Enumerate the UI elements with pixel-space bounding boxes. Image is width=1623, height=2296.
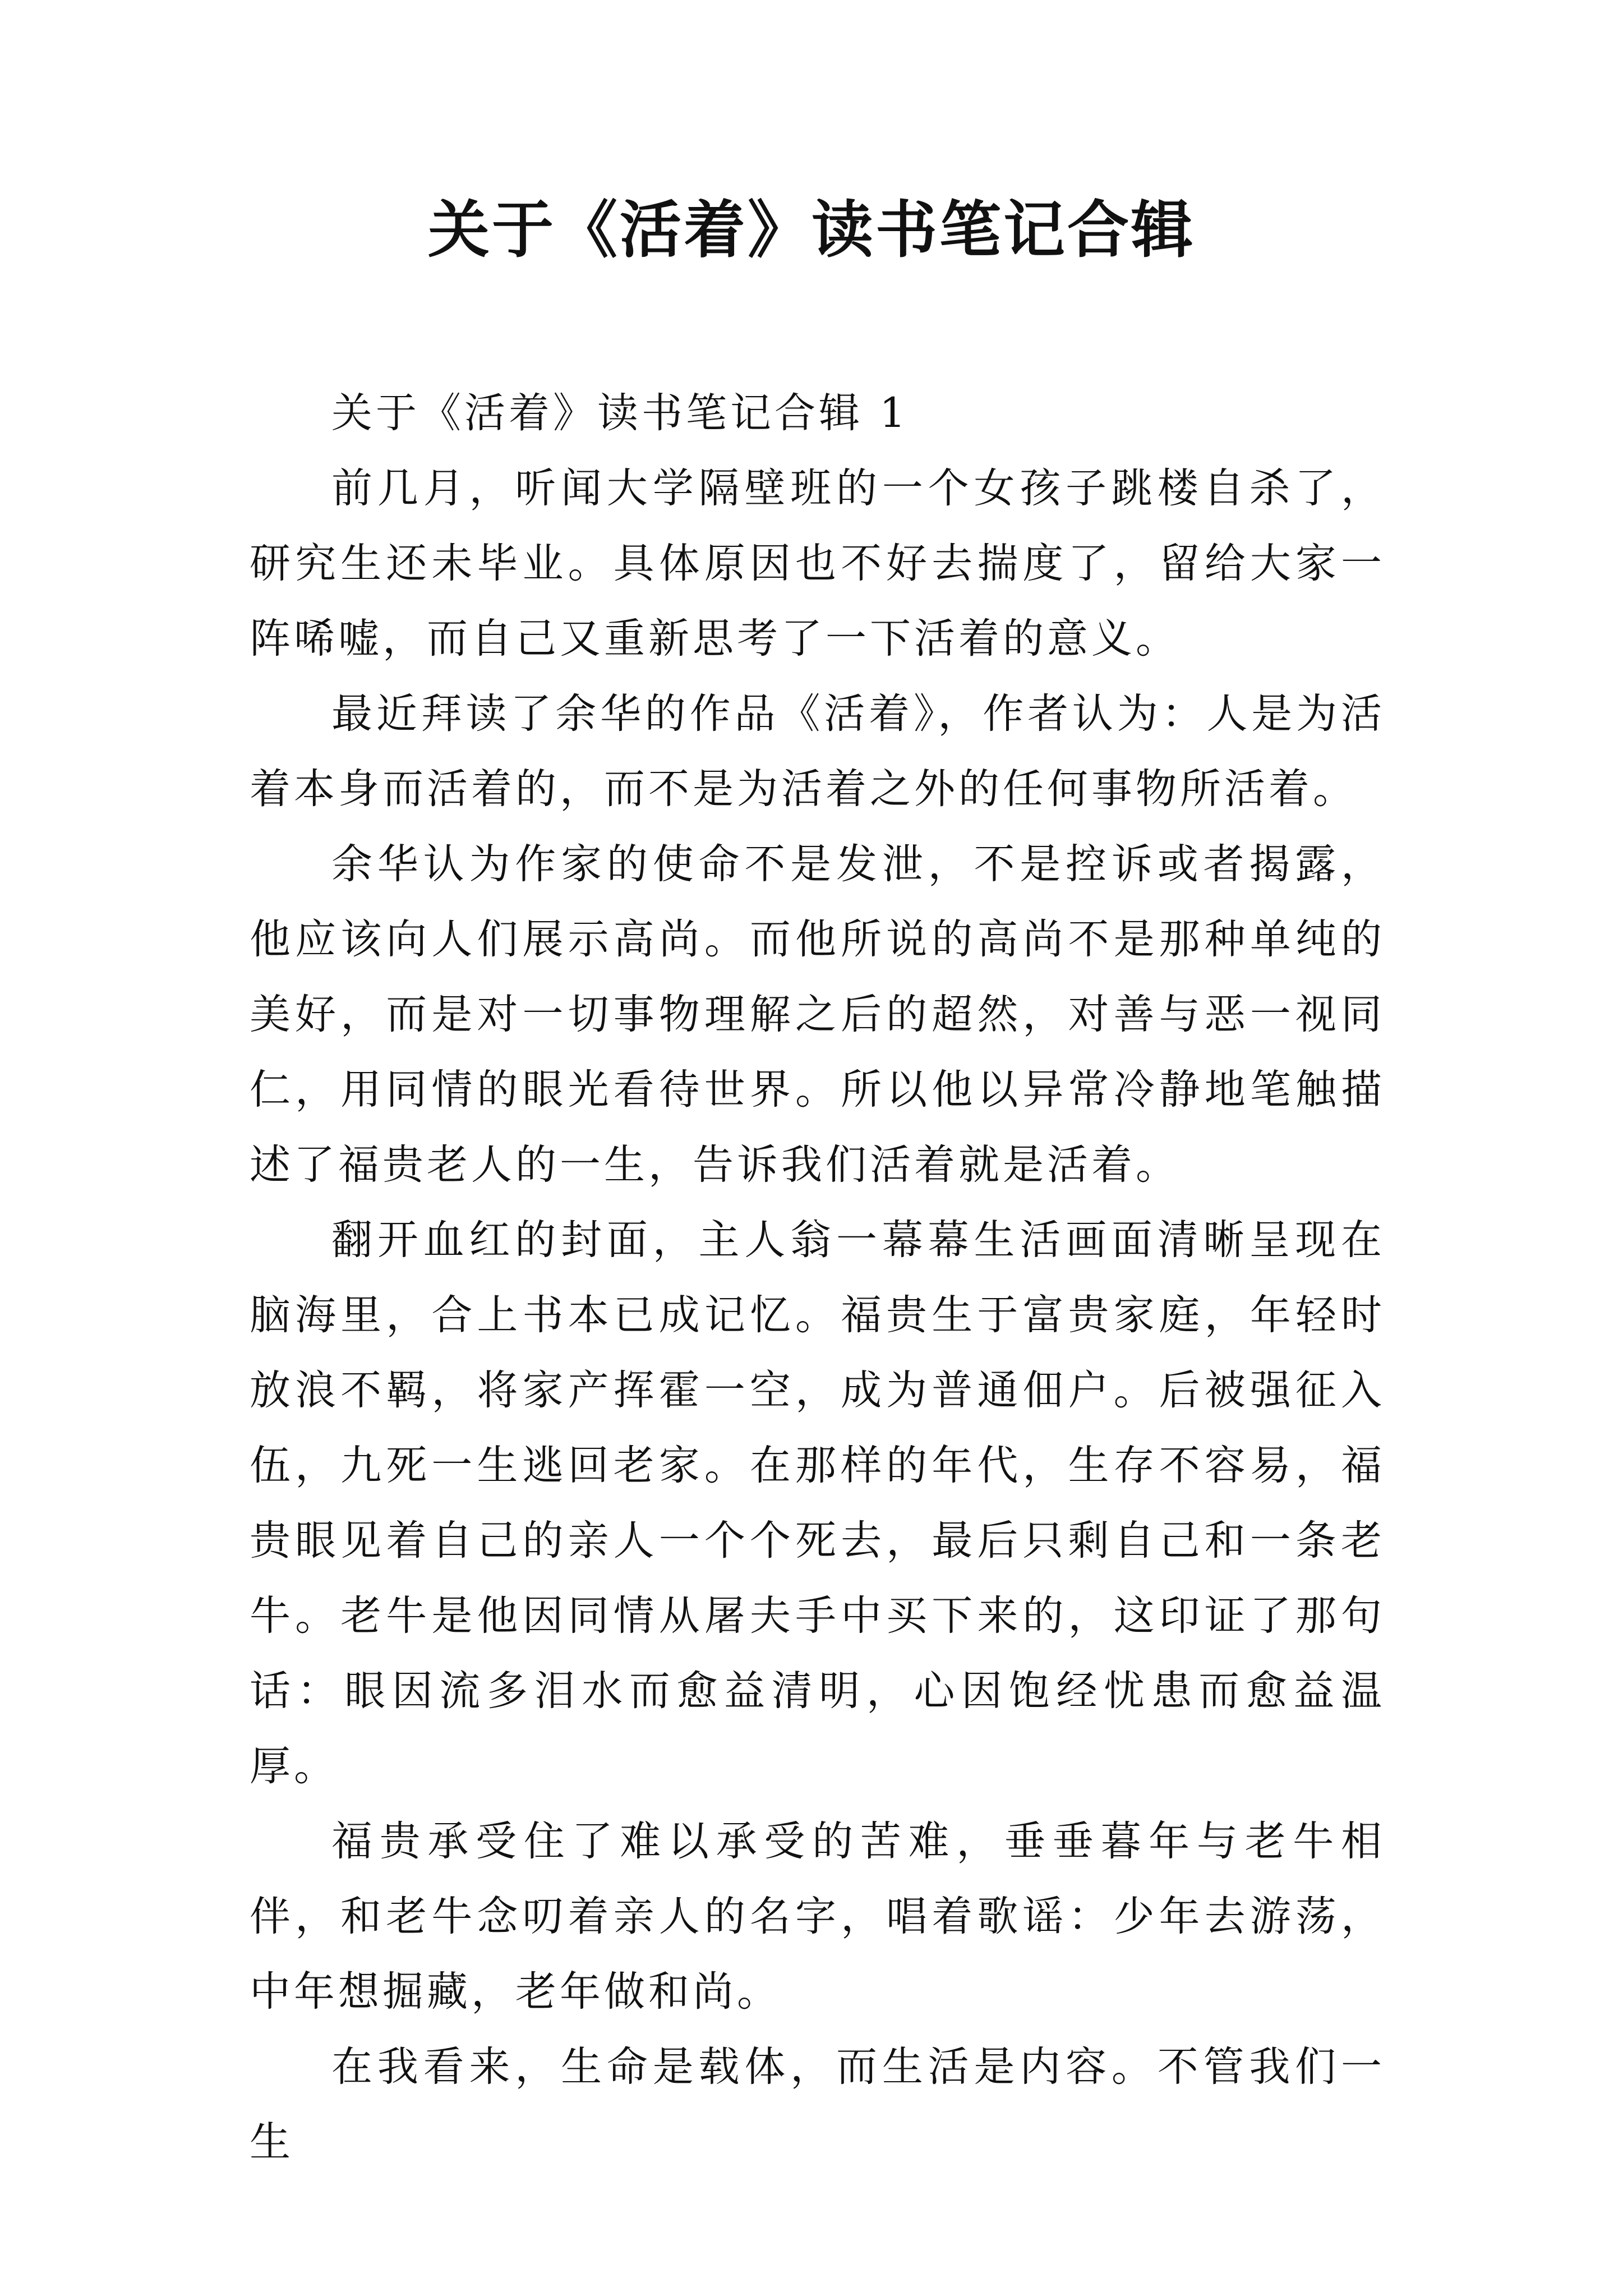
paragraph: 余华认为作家的使命不是发泄，不是控诉或者揭露，他应该向人们展示高尚。而他所说的高尚不是那种单纯的美好，而是对一切事物理解之后的超然，对善与恶一视同仁，用同情的眼光看待世界。所以他以异常冷静地笔触描述了福贵老人的一生，告诉我们活着就是活着。 — [250, 840, 1385, 1189]
paragraph: 前几月，听闻大学隔壁班的一个女孩子跳楼自杀了，研究生还未毕业。具体原因也不好去揣度了，留给大家一阵唏嘘，而自己又重新思考了一下活着的意义。 — [250, 464, 1385, 662]
paragraph: 最近拜读了余华的作品《活着》，作者认为：人是为活着本身而活着的，而不是为活着之外的任何事物所活着。 — [250, 690, 1385, 813]
section-heading: 关于《活着》读书笔记合辑 1 — [331, 389, 909, 437]
paragraph: 翻开血红的封面，主人翁一幕幕生活画面清晰呈现在脑海里，合上书本已成记忆。福贵生于富贵家庭，年轻时放浪不羁，将家产挥霍一空，成为普通佃户。后被强征入伍，九死一生逃回老家。在那样的年代，生存不容易，福贵眼见着自己的亲人一个个死去，最后只剩自己和一条老牛。老牛是他因同情从屠夫手中买下来的，这印证了那句话：眼因流多泪水而愈益清明，心因饱经忧患而愈益温厚。 — [250, 1216, 1385, 1790]
document-title: 关于《活着》读书笔记合辑 — [428, 194, 1195, 266]
paragraph: 福贵承受住了难以承受的苦难，垂垂暮年与老牛相伴，和老牛念叨着亲人的名字，唱着歌谣：少年去游荡，中年想掘藏，老年做和尚。 — [250, 1818, 1385, 2016]
document-body — [250, 376, 1385, 2180]
paragraph: 在我看来，生命是载体，而生活是内容。不管我们一生 — [250, 2043, 1385, 2166]
